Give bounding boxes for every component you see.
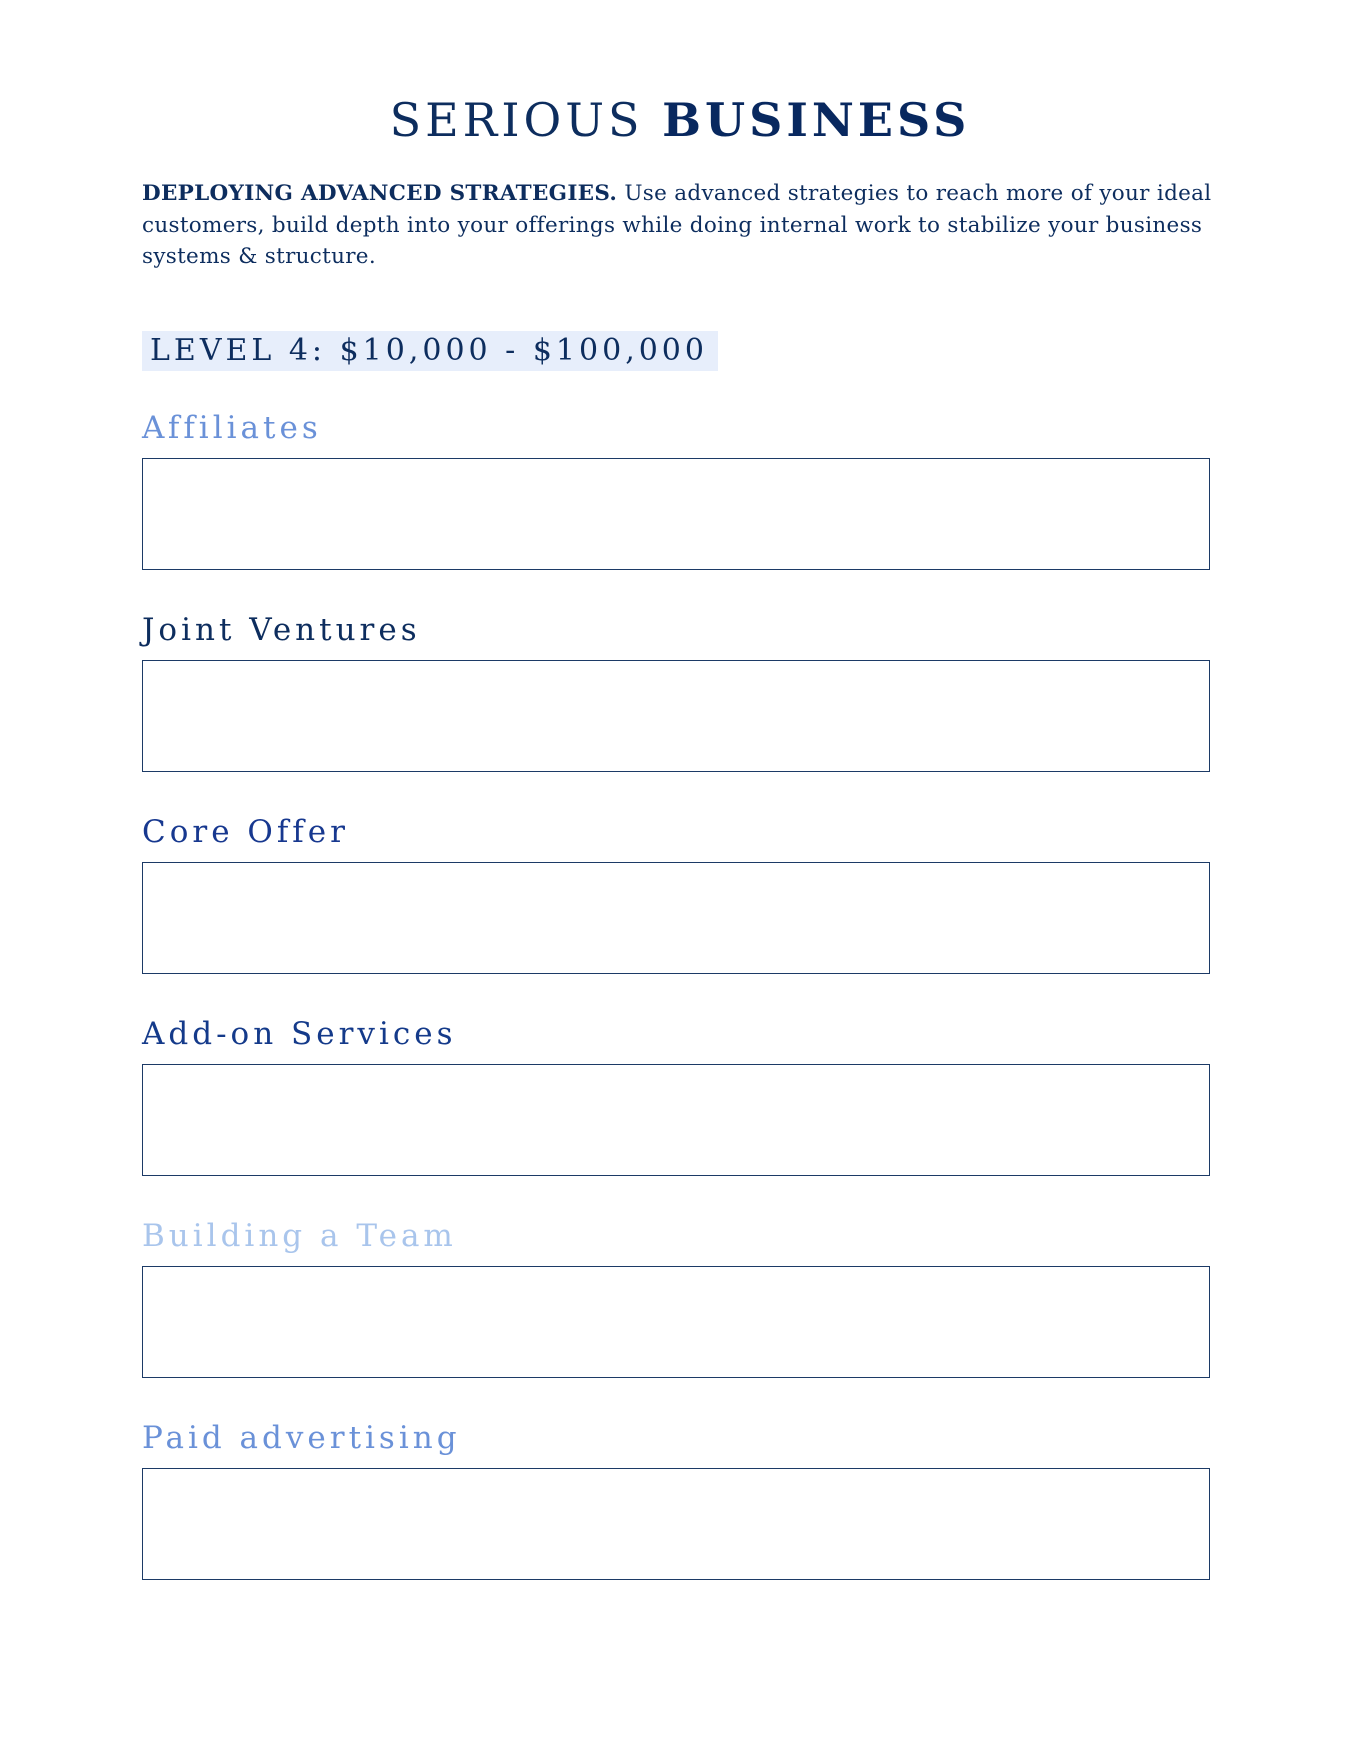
- affiliates-answer-box[interactable]: [142, 458, 1210, 570]
- page-title-light: SERIOUS: [389, 93, 663, 147]
- page-title: [0, 92, 1360, 148]
- intro-lead: DEPLOYING ADVANCED STRATEGIES.: [142, 181, 618, 206]
- core-offer-answer-box[interactable]: [142, 862, 1210, 974]
- joint-ventures-answer-box[interactable]: [142, 660, 1210, 772]
- section-label-paid-advertising: Paid advertising: [142, 1420, 461, 1456]
- level-banner: LEVEL 4: $10,000 - $100,000: [142, 331, 718, 371]
- intro-paragraph: [142, 178, 1232, 273]
- intro-body: Use advanced strategies to reach more of your ideal customers, build depth into your offerings while doing internal work to stabilize your business systems & structure.: [142, 181, 1212, 269]
- paid-advertising-answer-box[interactable]: [142, 1468, 1210, 1580]
- section-label-affiliates: Affiliates: [142, 410, 322, 446]
- add-on-services-answer-box[interactable]: [142, 1064, 1210, 1176]
- page-title-bold: BUSINESS: [662, 93, 971, 147]
- section-label-joint-ventures: Joint Ventures: [142, 612, 421, 648]
- section-label-add-on-services: Add-on Services: [142, 1016, 457, 1052]
- building-a-team-answer-box[interactable]: [142, 1266, 1210, 1378]
- section-label-building-a-team: Building a Team: [142, 1218, 457, 1254]
- section-label-core-offer: Core Offer: [142, 814, 349, 850]
